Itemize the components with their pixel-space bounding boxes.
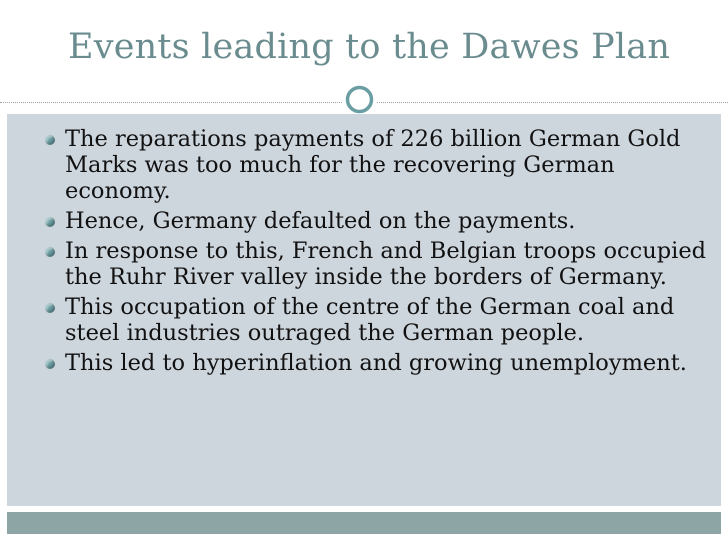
content-panel xyxy=(7,114,721,506)
bullet-list xyxy=(7,114,721,376)
bullet-dot-icon xyxy=(45,247,55,257)
bullet-dot-icon xyxy=(45,359,55,369)
bullet-text: Hence, Germany defaulted on the payments. xyxy=(65,208,576,234)
bullet-item xyxy=(7,208,721,234)
bullet-text: This led to hyperinflation and growing unemployment. xyxy=(65,350,687,376)
bullet-text: In response to this, French and Belgian troops occupied the Ruhr River valley inside the borders of Germany. xyxy=(65,238,707,290)
bullet-item xyxy=(7,126,721,204)
bullet-text: This occupation of the centre of the German coal and steel industries outraged the German people. xyxy=(65,294,675,346)
circle-ring-icon xyxy=(342,82,377,117)
bullet-item xyxy=(7,350,721,376)
slide-title: Events leading to the Dawes Plan xyxy=(68,27,671,67)
bullet-text: The reparations payments of 226 billion German Gold Marks was too much for the recovering German economy. xyxy=(65,126,681,204)
bullet-dot-icon xyxy=(45,303,55,313)
bullet-item xyxy=(7,238,721,290)
footer-bar xyxy=(7,512,721,534)
bullet-item xyxy=(7,294,721,346)
bullet-dot-icon xyxy=(45,217,55,227)
bullet-dot-icon xyxy=(45,135,55,145)
